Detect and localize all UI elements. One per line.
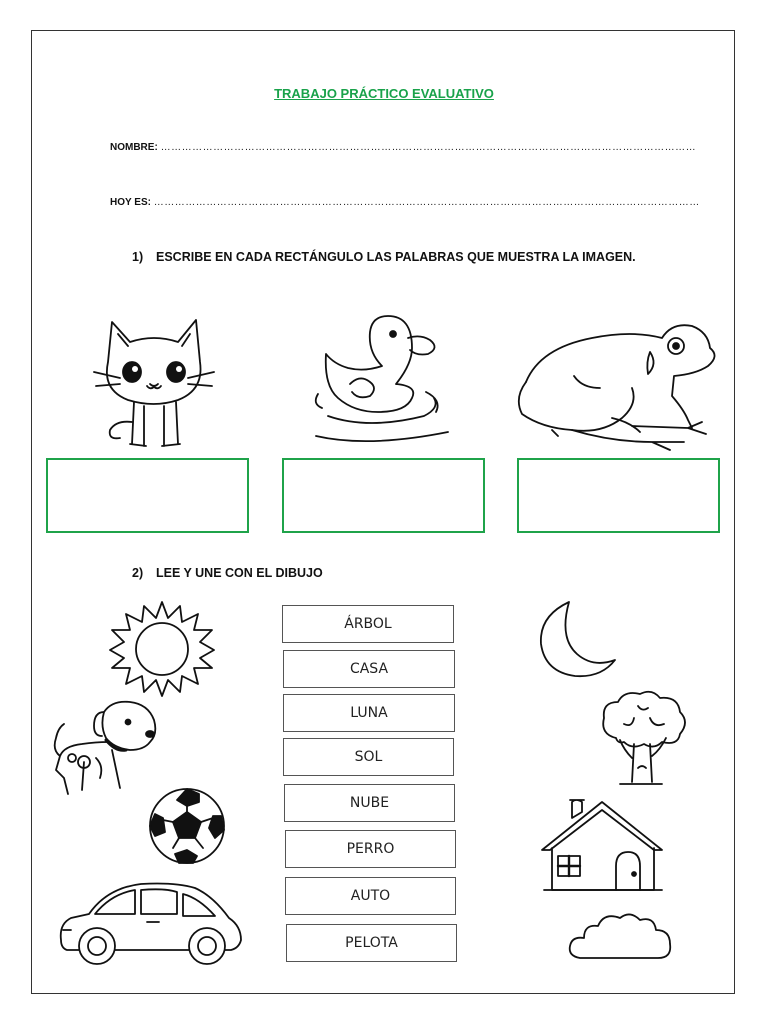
- word-box[interactable]: NUBE: [284, 784, 455, 822]
- frog-icon: [512, 318, 722, 450]
- moon-icon: [535, 598, 620, 680]
- date-label: HOY ES:: [110, 197, 151, 208]
- answer-box-duck[interactable]: [282, 458, 485, 533]
- house-icon: [536, 796, 668, 896]
- word-box[interactable]: LUNA: [283, 694, 455, 732]
- date-field[interactable]: [110, 197, 700, 208]
- name-dots: ………………………………………………………………………………………………………………………………………: [160, 142, 697, 153]
- word-box[interactable]: AUTO: [285, 877, 456, 915]
- tree-icon: [598, 688, 690, 790]
- duck-icon: [308, 312, 458, 447]
- ball-icon: [147, 786, 227, 866]
- word-box[interactable]: SOL: [283, 738, 454, 776]
- name-label: NOMBRE:: [110, 142, 158, 153]
- word-box[interactable]: PELOTA: [286, 924, 457, 962]
- name-field[interactable]: [110, 142, 696, 153]
- question-1: [132, 250, 656, 265]
- sun-icon: [108, 600, 216, 698]
- word-box[interactable]: CASA: [283, 650, 455, 688]
- question-2: [132, 566, 656, 581]
- cloud-icon: [566, 908, 674, 964]
- question-2-text: LEE Y UNE CON EL DIBUJO: [156, 566, 323, 580]
- answer-box-cat[interactable]: [46, 458, 249, 533]
- date-dots: …………………………………………………………………………………………………………………………………………: [153, 197, 700, 208]
- question-2-number: 2): [132, 566, 144, 580]
- answer-box-frog[interactable]: [517, 458, 720, 533]
- cat-icon: [92, 312, 217, 452]
- car-icon: [55, 880, 245, 968]
- question-1-text: ESCRIBE EN CADA RECTÁNGULO LAS PALABRAS QUE MUESTRA LA IMAGEN.: [156, 250, 636, 264]
- word-box[interactable]: ÁRBOL: [282, 605, 454, 643]
- dog-icon: [50, 700, 160, 796]
- word-box[interactable]: PERRO: [285, 830, 456, 868]
- page-title: TRABAJO PRÁCTICO EVALUATIVO: [274, 86, 494, 101]
- question-1-number: 1): [132, 250, 144, 264]
